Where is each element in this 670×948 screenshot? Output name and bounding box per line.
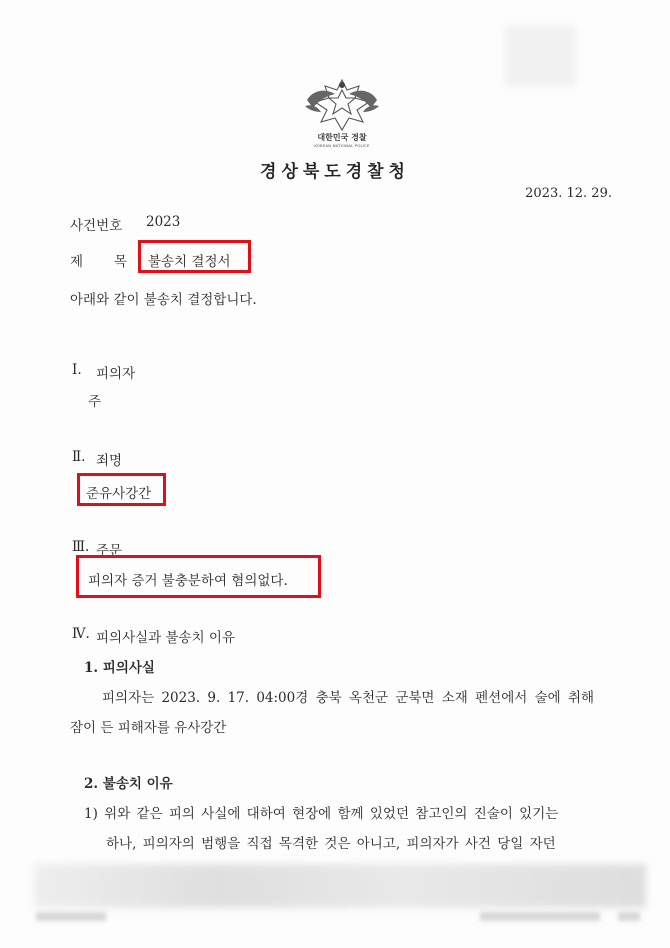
subject-value: 불송치 결정서 [148,254,231,270]
subsection-2-title: 2. 불송치 이유 [84,776,173,792]
intro-text: 아래와 같이 불송치 결정합니다. [70,292,257,308]
redacted-footer-right [480,912,600,921]
section-4-title: 피의사실과 불송치 이유 [96,630,235,646]
case-number-label: 사건번호 [70,218,123,234]
redacted-footer-text [34,864,646,908]
subsection-1-title: 1. 피의사실 [84,660,155,676]
subsection-1-line-1: 피의자는 2023. 9. 17. 04:00경 충북 옥천군 군북면 소재 펜션에서 술에 취해 [102,690,595,706]
subsection-1-line-2: 잠이 든 피해자를 유사강간 [70,720,227,736]
section-3-title: 주문 [96,543,123,559]
redacted-page-number [618,912,640,921]
section-3-content: 피의자 증거 불충분하여 혐의없다. [88,573,288,589]
emblem-name-ko: 대한민국 경찰 [317,133,367,142]
subject-label-2: 목 [114,254,128,270]
section-2-content: 준유사강간 [86,486,152,502]
police-emblem-icon [303,76,381,136]
redacted-footer-left [36,912,106,921]
redacted-stamp [506,26,576,86]
section-4-number: Ⅳ. [72,626,90,642]
subsection-2-line-1: 1) 위와 같은 피의 사실에 대하여 현장에 함께 있었던 참고인의 진술이 있기는 [84,806,559,822]
case-number-value: 2023 [146,214,181,230]
org-title: 경상북도경찰청 [260,162,410,182]
document-date: 2023. 12. 29. [525,186,612,201]
section-2-title: 죄명 [96,453,123,469]
section-1-number: Ⅰ. [72,362,82,378]
subsection-2-line-2: 하나, 피의자의 범행을 직접 목격한 것은 아니고, 피의자가 사건 당일 자던 [106,836,556,852]
section-1-title: 피의자 [96,366,136,382]
section-1-content: 주 [88,394,102,410]
section-3-number: Ⅲ. [72,539,90,555]
emblem-name-en: KOREAN NATIONAL POLICE [314,143,370,148]
section-2-number: Ⅱ. [72,449,86,465]
subject-label-1: 제 [70,254,84,270]
